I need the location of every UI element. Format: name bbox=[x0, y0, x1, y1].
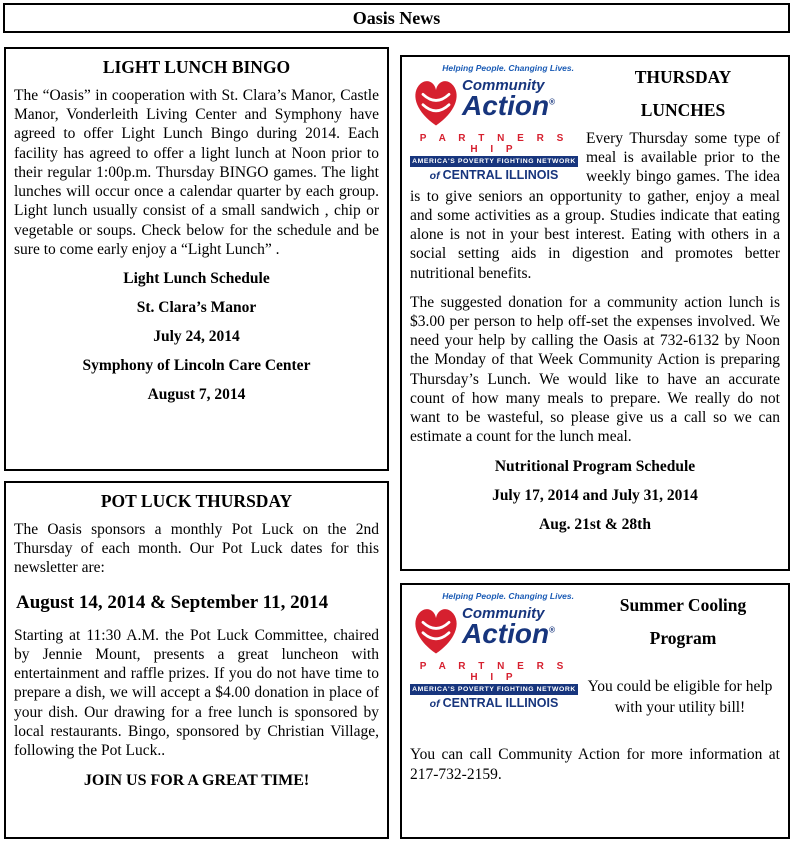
heart-hands-icon bbox=[410, 602, 462, 660]
logo-partnership-text: P A R T N E R S H I P bbox=[419, 661, 569, 683]
nutritional-schedule-line: Aug. 21st & 28th bbox=[539, 515, 651, 533]
logo-wordmark bbox=[462, 602, 555, 648]
light-lunch-bingo-section bbox=[4, 47, 389, 471]
light-lunch-body: The “Oasis” in cooperation with St. Clara’s Manor, Castle Manor, Vonderleith Living Center and Symphony have agreed to offer Light Lunch Bingo during 2014. Each facility has agreed to offer a light lunch at Noon prior to their regular 1:00p.m. Thursday BINGO games. The light lunches will occur once a calendar quarter by each group. Light lunch usually consist of a small sandwich , chip or vegetable or soups. Check below for the schedule and be sure to come early enjoy a “Light Lunch” . bbox=[14, 87, 379, 258]
nutritional-schedule-title: Nutritional Program Schedule bbox=[494, 457, 696, 475]
schedule-line: St. Clara’s Manor bbox=[136, 298, 257, 316]
header-box bbox=[3, 3, 790, 33]
thursday-lunches-para2: The suggested donation for a community action lunch is $3.00 per person to help off-set the expenses involved. We need your help by calling the Oasis at 732-6132 by Noon the Monday of that Week Community Action is preparing Thursday’s Lunch. We would like to have an accurate count of how many meals to prepare. We really do not want to be wasteful, so please give us a call so we can estimate a count for the lunch meal. bbox=[410, 293, 780, 446]
thursday-lunches-title-line1: THURSDAY bbox=[634, 67, 732, 87]
pot-luck-body: Starting at 11:30 A.M. the Pot Luck Committee, chaired by Jennie Mount, presents a great luncheon with entertainment and raffle prizes. If you do not have time to prepare a dish, we will accept a $4.00 donation in place of your dish. Our drawing for a free lunch is sponsored by local restaurants. Bingo, sponsored by Christian Village, following the Pot Luck.. bbox=[14, 626, 379, 759]
summer-cooling-title-line2: Program bbox=[649, 628, 717, 648]
heart-hands-icon bbox=[410, 74, 462, 132]
thursday-lunches-title-line2: LUNCHES bbox=[640, 100, 726, 120]
logo-network-banner: AMERICA'S POVERTY FIGHTING NETWORK bbox=[410, 684, 578, 695]
call-info-text: You can call Community Action for more information at 217-732-2159. bbox=[410, 745, 780, 783]
pot-luck-section bbox=[4, 481, 389, 839]
community-action-logo bbox=[410, 591, 578, 710]
pot-luck-title: POT LUCK THURSDAY bbox=[100, 491, 293, 511]
page-title: Oasis News bbox=[352, 7, 441, 28]
logo-action-text: Action® bbox=[462, 618, 556, 649]
logo-community-text: Community bbox=[462, 77, 545, 94]
summer-cooling-title-line1: Summer Cooling bbox=[619, 595, 747, 615]
logo-region-text: of CENTRAL ILLINOIS bbox=[429, 168, 559, 182]
pot-luck-dates: August 14, 2014 & September 11, 2014 bbox=[16, 591, 329, 613]
logo-tagline: Helping People. Changing Lives. bbox=[442, 63, 574, 73]
thursday-lunches-section bbox=[400, 55, 790, 571]
thursday-lunches-para1: Every Thursday some type of meal is available prior to the weekly bingo games. The idea is to give seniors an opportunity to gather, enjoy a meal and some activities as a group. Studies indicate that eating alone is not in your best interest. Eating with others in a social setting aids in digestion and promotes better nutritional benefits. bbox=[410, 130, 780, 282]
light-lunch-schedule-title: Light Lunch Schedule bbox=[123, 269, 270, 287]
logo-community-text: Community bbox=[462, 605, 545, 622]
registered-mark: ® bbox=[549, 97, 556, 107]
logo-network-banner: AMERICA'S POVERTY FIGHTING NETWORK bbox=[410, 156, 578, 167]
logo-wordmark bbox=[462, 74, 555, 120]
logo-region-text: of CENTRAL ILLINOIS bbox=[429, 696, 559, 710]
pot-luck-footer: JOIN US FOR A GREAT TIME! bbox=[83, 772, 310, 790]
logo-partnership-text: P A R T N E R S H I P bbox=[419, 133, 569, 155]
schedule-line: July 24, 2014 bbox=[153, 327, 240, 345]
logo-action-text: Action® bbox=[462, 90, 556, 121]
schedule-line: August 7, 2014 bbox=[147, 385, 246, 403]
schedule-line: Symphony of Lincoln Care Center bbox=[82, 356, 311, 374]
nutritional-schedule-line: July 17, 2014 and July 31, 2014 bbox=[492, 486, 698, 504]
summer-cooling-section bbox=[400, 583, 790, 839]
light-lunch-title: LIGHT LUNCH BINGO bbox=[102, 57, 291, 77]
pot-luck-intro: The Oasis sponsors a monthly Pot Luck on the 2nd Thursday of each month. Our Pot Luck dates for this newsletter are: bbox=[14, 521, 379, 577]
registered-mark: ® bbox=[549, 625, 556, 635]
logo-tagline: Helping People. Changing Lives. bbox=[442, 591, 574, 601]
eligible-text: You could be eligible for help with your utility bill! bbox=[587, 678, 773, 716]
community-action-logo bbox=[410, 63, 578, 182]
